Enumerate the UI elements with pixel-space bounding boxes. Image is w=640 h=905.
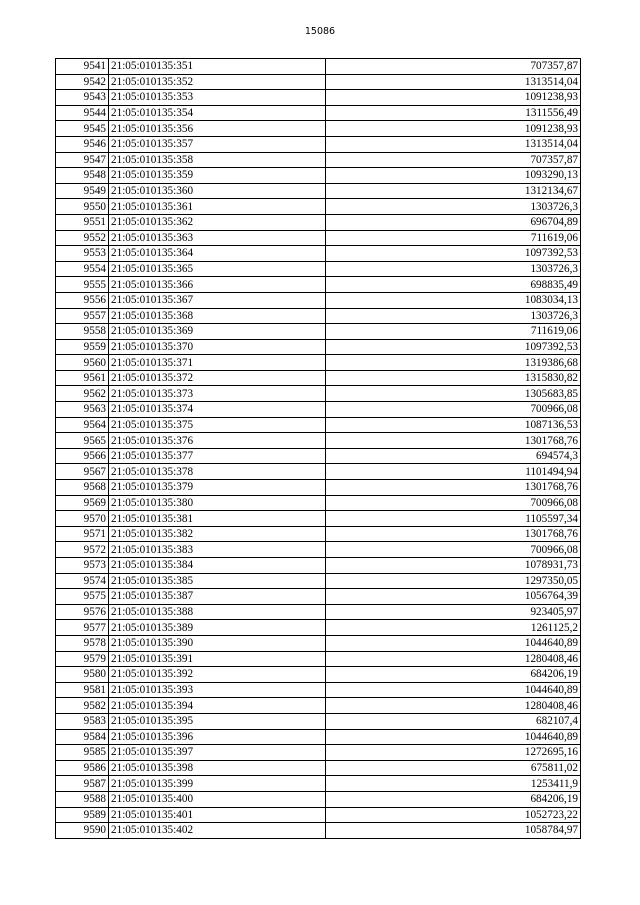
- cadastral-value-cell: 1303726,3: [326, 308, 581, 324]
- cadastral-value-cell: 1303726,3: [326, 261, 581, 277]
- cadastral-number-cell: 21:05:010135:385: [109, 573, 326, 589]
- table-row: [56, 277, 581, 293]
- cadastral-value-cell: 1044640,89: [326, 682, 581, 698]
- table-row: [56, 526, 581, 542]
- row-number-cell: 9543: [56, 90, 109, 106]
- row-number-cell: 9561: [56, 370, 109, 386]
- cadastral-number-cell: 21:05:010135:373: [109, 386, 326, 402]
- cadastral-value-cell: 1280408,46: [326, 698, 581, 714]
- cadastral-number-cell: 21:05:010135:379: [109, 480, 326, 496]
- cadastral-number-cell: 21:05:010135:362: [109, 214, 326, 230]
- cadastral-value-cell: 1101494,94: [326, 464, 581, 480]
- cadastral-value-cell: 1312134,67: [326, 183, 581, 199]
- cadastral-number-cell: 21:05:010135:391: [109, 651, 326, 667]
- table-row: [56, 355, 581, 371]
- cadastral-number-cell: 21:05:010135:359: [109, 168, 326, 184]
- table-row: [56, 136, 581, 152]
- cadastral-number-cell: 21:05:010135:397: [109, 745, 326, 761]
- cadastral-number-cell: 21:05:010135:371: [109, 355, 326, 371]
- row-number-cell: 9567: [56, 464, 109, 480]
- row-number-cell: 9575: [56, 589, 109, 605]
- cadastral-value-cell: 1313514,04: [326, 136, 581, 152]
- table-row: [56, 199, 581, 215]
- cadastral-number-cell: 21:05:010135:366: [109, 277, 326, 293]
- table-row: [56, 402, 581, 418]
- row-number-cell: 9541: [56, 59, 109, 75]
- cadastral-value-cell: 1105597,34: [326, 511, 581, 527]
- table-row: [56, 433, 581, 449]
- table-row: [56, 823, 581, 839]
- row-number-cell: 9581: [56, 682, 109, 698]
- cadastral-value-cell: 1093290,13: [326, 168, 581, 184]
- row-number-cell: 9589: [56, 807, 109, 823]
- row-number-cell: 9545: [56, 121, 109, 137]
- table-row: [56, 745, 581, 761]
- cadastral-value-cell: 1315830,82: [326, 370, 581, 386]
- row-number-cell: 9578: [56, 635, 109, 651]
- cadastral-value-cell: 698835,49: [326, 277, 581, 293]
- cadastral-number-cell: 21:05:010135:354: [109, 105, 326, 121]
- cadastral-number-cell: 21:05:010135:393: [109, 682, 326, 698]
- row-number-cell: 9552: [56, 230, 109, 246]
- row-number-cell: 9573: [56, 558, 109, 574]
- cadastral-number-cell: 21:05:010135:382: [109, 526, 326, 542]
- table-row: [56, 214, 581, 230]
- table-row: [56, 698, 581, 714]
- row-number-cell: 9574: [56, 573, 109, 589]
- cadastral-value-cell: 700966,08: [326, 402, 581, 418]
- cadastral-value-cell: 711619,06: [326, 230, 581, 246]
- table-row: [56, 682, 581, 698]
- table-row: [56, 635, 581, 651]
- table-row: [56, 105, 581, 121]
- row-number-cell: 9566: [56, 448, 109, 464]
- row-number-cell: 9585: [56, 745, 109, 761]
- table-row: [56, 339, 581, 355]
- cadastral-value-cell: 1091238,93: [326, 121, 581, 137]
- cadastral-number-cell: 21:05:010135:378: [109, 464, 326, 480]
- table-row: [56, 90, 581, 106]
- cadastral-number-cell: 21:05:010135:387: [109, 589, 326, 605]
- cadastral-value-cell: 1313514,04: [326, 74, 581, 90]
- cadastral-number-cell: 21:05:010135:390: [109, 635, 326, 651]
- cadastral-value-cell: 1097392,53: [326, 339, 581, 355]
- cadastral-value-cell: 707357,87: [326, 59, 581, 75]
- table-row: [56, 292, 581, 308]
- row-number-cell: 9590: [56, 823, 109, 839]
- cadastral-value-cell: 675811,02: [326, 760, 581, 776]
- table-row: [56, 620, 581, 636]
- cadastral-number-cell: 21:05:010135:374: [109, 402, 326, 418]
- row-number-cell: 9554: [56, 261, 109, 277]
- table-row: [56, 464, 581, 480]
- table-row: [56, 511, 581, 527]
- cadastral-value-cell: 1058784,97: [326, 823, 581, 839]
- table-row: [56, 417, 581, 433]
- row-number-cell: 9588: [56, 791, 109, 807]
- cadastral-number-cell: 21:05:010135:392: [109, 667, 326, 683]
- cadastral-number-cell: 21:05:010135:398: [109, 760, 326, 776]
- cadastral-value-cell: 1301768,76: [326, 433, 581, 449]
- cadastral-value-cell: 700966,08: [326, 495, 581, 511]
- cadastral-value-cell: 1301768,76: [326, 480, 581, 496]
- table-body: [56, 59, 581, 839]
- cadastral-value-table: [55, 58, 581, 839]
- cadastral-value-cell: 1253411,9: [326, 776, 581, 792]
- cadastral-value-cell: 700966,08: [326, 542, 581, 558]
- row-number-cell: 9565: [56, 433, 109, 449]
- row-number-cell: 9582: [56, 698, 109, 714]
- table-row: [56, 495, 581, 511]
- table-row: [56, 760, 581, 776]
- cadastral-value-cell: 1078931,73: [326, 558, 581, 574]
- row-number-cell: 9577: [56, 620, 109, 636]
- cadastral-number-cell: 21:05:010135:396: [109, 729, 326, 745]
- row-number-cell: 9571: [56, 526, 109, 542]
- table-row: [56, 370, 581, 386]
- cadastral-value-cell: 1056764,39: [326, 589, 581, 605]
- cadastral-number-cell: 21:05:010135:365: [109, 261, 326, 277]
- row-number-cell: 9557: [56, 308, 109, 324]
- cadastral-value-cell: 1097392,53: [326, 246, 581, 262]
- cadastral-value-cell: 1301768,76: [326, 526, 581, 542]
- table-row: [56, 261, 581, 277]
- row-number-cell: 9559: [56, 339, 109, 355]
- table-row: [56, 807, 581, 823]
- cadastral-value-cell: 1305683,85: [326, 386, 581, 402]
- row-number-cell: 9549: [56, 183, 109, 199]
- cadastral-number-cell: 21:05:010135:351: [109, 59, 326, 75]
- cadastral-number-cell: 21:05:010135:384: [109, 558, 326, 574]
- table-row: [56, 59, 581, 75]
- table-row: [56, 667, 581, 683]
- cadastral-number-cell: 21:05:010135:402: [109, 823, 326, 839]
- row-number-cell: 9544: [56, 105, 109, 121]
- table-row: [56, 776, 581, 792]
- cadastral-number-cell: 21:05:010135:401: [109, 807, 326, 823]
- cadastral-number-cell: 21:05:010135:358: [109, 152, 326, 168]
- row-number-cell: 9555: [56, 277, 109, 293]
- table-row: [56, 558, 581, 574]
- cadastral-number-cell: 21:05:010135:357: [109, 136, 326, 152]
- page-number: 15086: [304, 26, 336, 37]
- cadastral-value-cell: 684206,19: [326, 791, 581, 807]
- cadastral-number-cell: 21:05:010135:363: [109, 230, 326, 246]
- cadastral-number-cell: 21:05:010135:356: [109, 121, 326, 137]
- row-number-cell: 9583: [56, 713, 109, 729]
- table-row: [56, 168, 581, 184]
- cadastral-number-cell: 21:05:010135:372: [109, 370, 326, 386]
- cadastral-value-cell: 1052723,22: [326, 807, 581, 823]
- cadastral-number-cell: 21:05:010135:364: [109, 246, 326, 262]
- table-row: [56, 246, 581, 262]
- cadastral-number-cell: 21:05:010135:399: [109, 776, 326, 792]
- table-row: [56, 604, 581, 620]
- table-row: [56, 230, 581, 246]
- row-number-cell: 9586: [56, 760, 109, 776]
- row-number-cell: 9556: [56, 292, 109, 308]
- row-number-cell: 9553: [56, 246, 109, 262]
- table-row: [56, 573, 581, 589]
- row-number-cell: 9568: [56, 480, 109, 496]
- row-number-cell: 9569: [56, 495, 109, 511]
- table-row: [56, 589, 581, 605]
- row-number-cell: 9584: [56, 729, 109, 745]
- row-number-cell: 9572: [56, 542, 109, 558]
- cadastral-value-cell: 1091238,93: [326, 90, 581, 106]
- cadastral-number-cell: 21:05:010135:377: [109, 448, 326, 464]
- row-number-cell: 9580: [56, 667, 109, 683]
- cadastral-number-cell: 21:05:010135:389: [109, 620, 326, 636]
- row-number-cell: 9542: [56, 74, 109, 90]
- cadastral-number-cell: 21:05:010135:360: [109, 183, 326, 199]
- cadastral-number-cell: 21:05:010135:370: [109, 339, 326, 355]
- cadastral-number-cell: 21:05:010135:381: [109, 511, 326, 527]
- cadastral-number-cell: 21:05:010135:369: [109, 324, 326, 340]
- cadastral-value-cell: 694574,3: [326, 448, 581, 464]
- cadastral-value-cell: 1319386,68: [326, 355, 581, 371]
- cadastral-value-cell: 696704,89: [326, 214, 581, 230]
- cadastral-value-cell: 1272695,16: [326, 745, 581, 761]
- row-number-cell: 9546: [56, 136, 109, 152]
- row-number-cell: 9576: [56, 604, 109, 620]
- row-number-cell: 9564: [56, 417, 109, 433]
- cadastral-value-cell: 1303726,3: [326, 199, 581, 215]
- cadastral-value-cell: 1311556,49: [326, 105, 581, 121]
- row-number-cell: 9550: [56, 199, 109, 215]
- table-row: [56, 183, 581, 199]
- table-row: [56, 386, 581, 402]
- cadastral-value-cell: 711619,06: [326, 324, 581, 340]
- cadastral-value-cell: 707357,87: [326, 152, 581, 168]
- table-row: [56, 121, 581, 137]
- table-row: [56, 152, 581, 168]
- table-row: [56, 448, 581, 464]
- row-number-cell: 9560: [56, 355, 109, 371]
- cadastral-value-cell: 1280408,46: [326, 651, 581, 667]
- table-row: [56, 480, 581, 496]
- cadastral-number-cell: 21:05:010135:367: [109, 292, 326, 308]
- table-row: [56, 74, 581, 90]
- cadastral-value-cell: 1044640,89: [326, 635, 581, 651]
- cadastral-value-cell: 1044640,89: [326, 729, 581, 745]
- cadastral-value-cell: 923405,97: [326, 604, 581, 620]
- cadastral-value-cell: 1083034,13: [326, 292, 581, 308]
- table-row: [56, 324, 581, 340]
- cadastral-number-cell: 21:05:010135:361: [109, 199, 326, 215]
- row-number-cell: 9587: [56, 776, 109, 792]
- row-number-cell: 9570: [56, 511, 109, 527]
- cadastral-number-cell: 21:05:010135:395: [109, 713, 326, 729]
- cadastral-value-cell: 1087136,53: [326, 417, 581, 433]
- row-number-cell: 9563: [56, 402, 109, 418]
- cadastral-number-cell: 21:05:010135:368: [109, 308, 326, 324]
- cadastral-value-cell: 682107,4: [326, 713, 581, 729]
- cadastral-number-cell: 21:05:010135:383: [109, 542, 326, 558]
- cadastral-number-cell: 21:05:010135:380: [109, 495, 326, 511]
- cadastral-number-cell: 21:05:010135:375: [109, 417, 326, 433]
- table-row: [56, 651, 581, 667]
- row-number-cell: 9579: [56, 651, 109, 667]
- cadastral-number-cell: 21:05:010135:400: [109, 791, 326, 807]
- cadastral-number-cell: 21:05:010135:352: [109, 74, 326, 90]
- cadastral-value-cell: 1297350,05: [326, 573, 581, 589]
- row-number-cell: 9558: [56, 324, 109, 340]
- cadastral-number-cell: 21:05:010135:394: [109, 698, 326, 714]
- row-number-cell: 9548: [56, 168, 109, 184]
- cadastral-number-cell: 21:05:010135:388: [109, 604, 326, 620]
- row-number-cell: 9547: [56, 152, 109, 168]
- cadastral-value-cell: 684206,19: [326, 667, 581, 683]
- table-row: [56, 791, 581, 807]
- table-row: [56, 729, 581, 745]
- cadastral-value-cell: 1261125,2: [326, 620, 581, 636]
- row-number-cell: 9562: [56, 386, 109, 402]
- cadastral-number-cell: 21:05:010135:353: [109, 90, 326, 106]
- table-row: [56, 713, 581, 729]
- row-number-cell: 9551: [56, 214, 109, 230]
- table-row: [56, 308, 581, 324]
- table-row: [56, 542, 581, 558]
- cadastral-number-cell: 21:05:010135:376: [109, 433, 326, 449]
